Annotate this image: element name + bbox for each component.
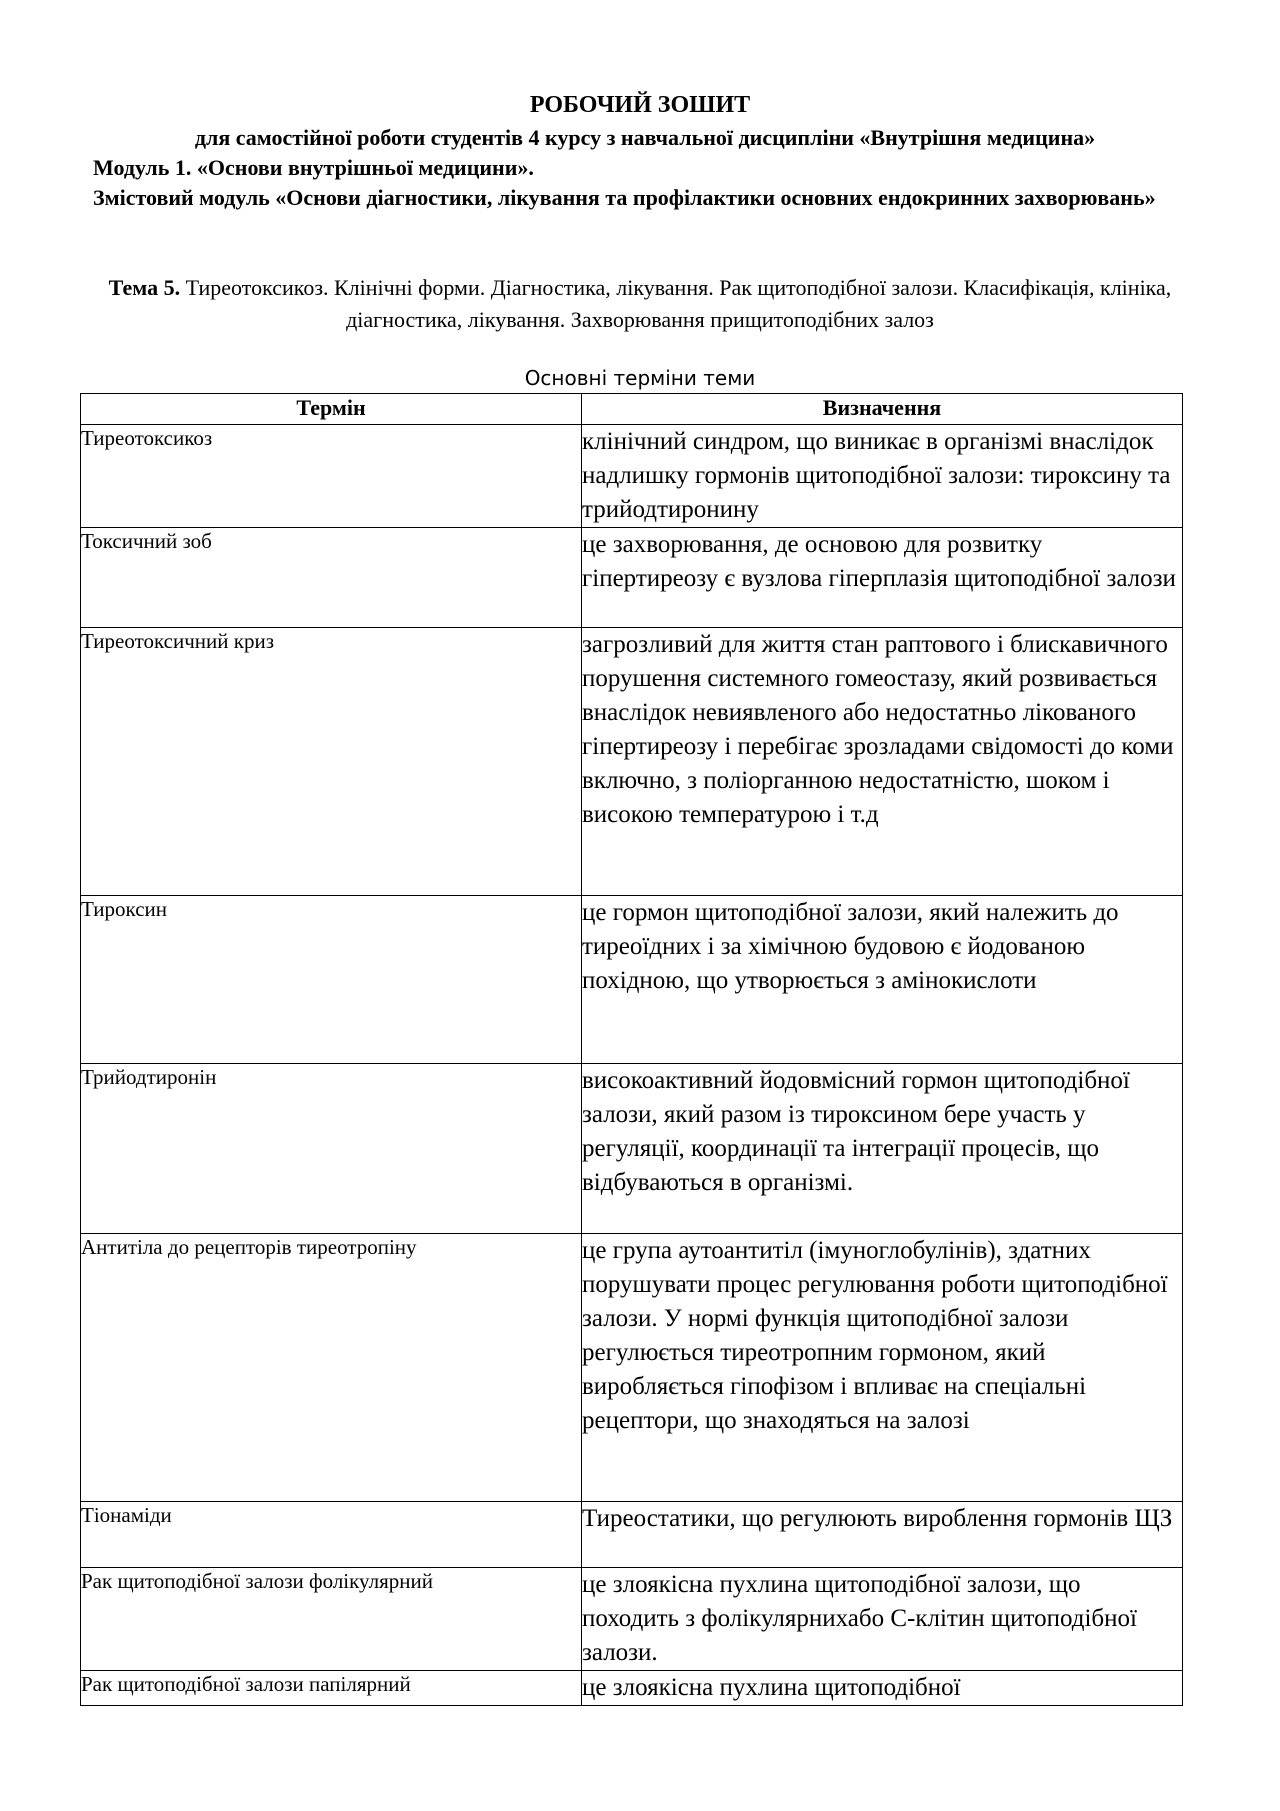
term-cell: Тироксин xyxy=(81,896,582,1064)
table-row xyxy=(81,1502,1183,1568)
table-row xyxy=(81,1064,1183,1234)
term-cell: Тиреотоксикоз xyxy=(81,425,582,528)
table-header-row xyxy=(81,394,1183,425)
topic-label: Тема 5. xyxy=(108,275,181,300)
table-row xyxy=(81,1568,1183,1671)
definition-cell: це злоякісна пухлина щитоподібної залози, що походить з фолікулярнихабо С-клітин щитоподібної залози. xyxy=(582,1568,1183,1671)
table-row xyxy=(81,1234,1183,1502)
definition-cell: це захворювання, де основою для розвитку гіпертиреозу є вузлова гіперплазія щитоподібної залози xyxy=(582,528,1183,628)
table-caption: Основні терміни теми xyxy=(524,366,756,390)
term-cell: Рак щитоподібної залози папілярний xyxy=(81,1671,582,1706)
table-row xyxy=(81,528,1183,628)
header-definition: Визначення xyxy=(582,394,1183,425)
term-cell: Тіонаміди xyxy=(81,1502,582,1568)
definition-cell: загрозливий для життя стан раптового і блискавичного порушення системного гомеостазу, який розвивається внаслідок невиявленого або недостатньо лікованого гіпертиреозу і перебігає зрозладами свідомості до коми включно, з поліорганною недостатністю, шоком і високою температурою і т.д xyxy=(582,628,1183,896)
header-term: Термін xyxy=(81,394,582,425)
document-subtitle: для самостійної роботи студентів 4 курсу з навчальної дисципліни «Внутрішня медицина» xyxy=(194,125,1096,150)
definition-cell: це злоякісна пухлина щитоподібної xyxy=(582,1671,1183,1706)
definition-cell: Тиреостатики, що регулюють вироблення гормонів ЩЗ xyxy=(582,1502,1183,1568)
content-module-heading: Змістовий модуль «Основи діагностики, лікування та профілактики основних ендокринних захворювань» xyxy=(93,185,1156,210)
module-heading: Модуль 1. «Основи внутрішньої медицини». xyxy=(93,155,534,180)
definition-cell: це група аутоантитіл (імуноглобулінів), здатних порушувати процес регулювання роботи щитоподібної залози. У нормі функція щитоподібної залози регулюється тиреотропним гормоном, який виробляється гіпофізом і впливає на спеціальні рецептори, що знаходяться на залозі xyxy=(582,1234,1183,1502)
term-cell: Рак щитоподібної залози фолікулярний xyxy=(81,1568,582,1671)
term-cell: Трийодтиронін xyxy=(81,1064,582,1234)
document-title: РОБОЧИЙ ЗОШИТ xyxy=(529,92,751,118)
definition-cell: високоактивний йодовмісний гормон щитоподібної залози, який разом із тироксином бере участь у регуляції, координації та інтеграції процесів, що відбуваються в організмі. xyxy=(582,1064,1183,1234)
table-row xyxy=(81,628,1183,896)
term-cell: Антитіла до рецепторів тиреотропіну xyxy=(81,1234,582,1502)
definition-cell: це гормон щитоподібної залози, який належить до тиреоїдних і за хімічною будовою є йодованою похідною, що утворюється з амінокислоти xyxy=(582,896,1183,1064)
terms-table xyxy=(80,393,1183,1706)
table-row xyxy=(81,1671,1183,1706)
term-cell: Тиреотоксичний криз xyxy=(81,628,582,896)
table-row xyxy=(81,896,1183,1064)
topic-text: Тиреотоксикоз. Клінічні форми. Діагностика, лікування. Рак щитоподібної залози. Класифікація, клініка, діагностика, лікування. Захворювання прищитоподібних залоз xyxy=(185,275,1172,332)
definition-cell: клінічний синдром, що виникає в організмі внаслідок надлишку гормонів щитоподібної залози: тироксину та трийодтиронину xyxy=(582,425,1183,528)
topic-heading xyxy=(80,272,1200,336)
table-row xyxy=(81,425,1183,528)
term-cell: Токсичний зоб xyxy=(81,528,582,628)
